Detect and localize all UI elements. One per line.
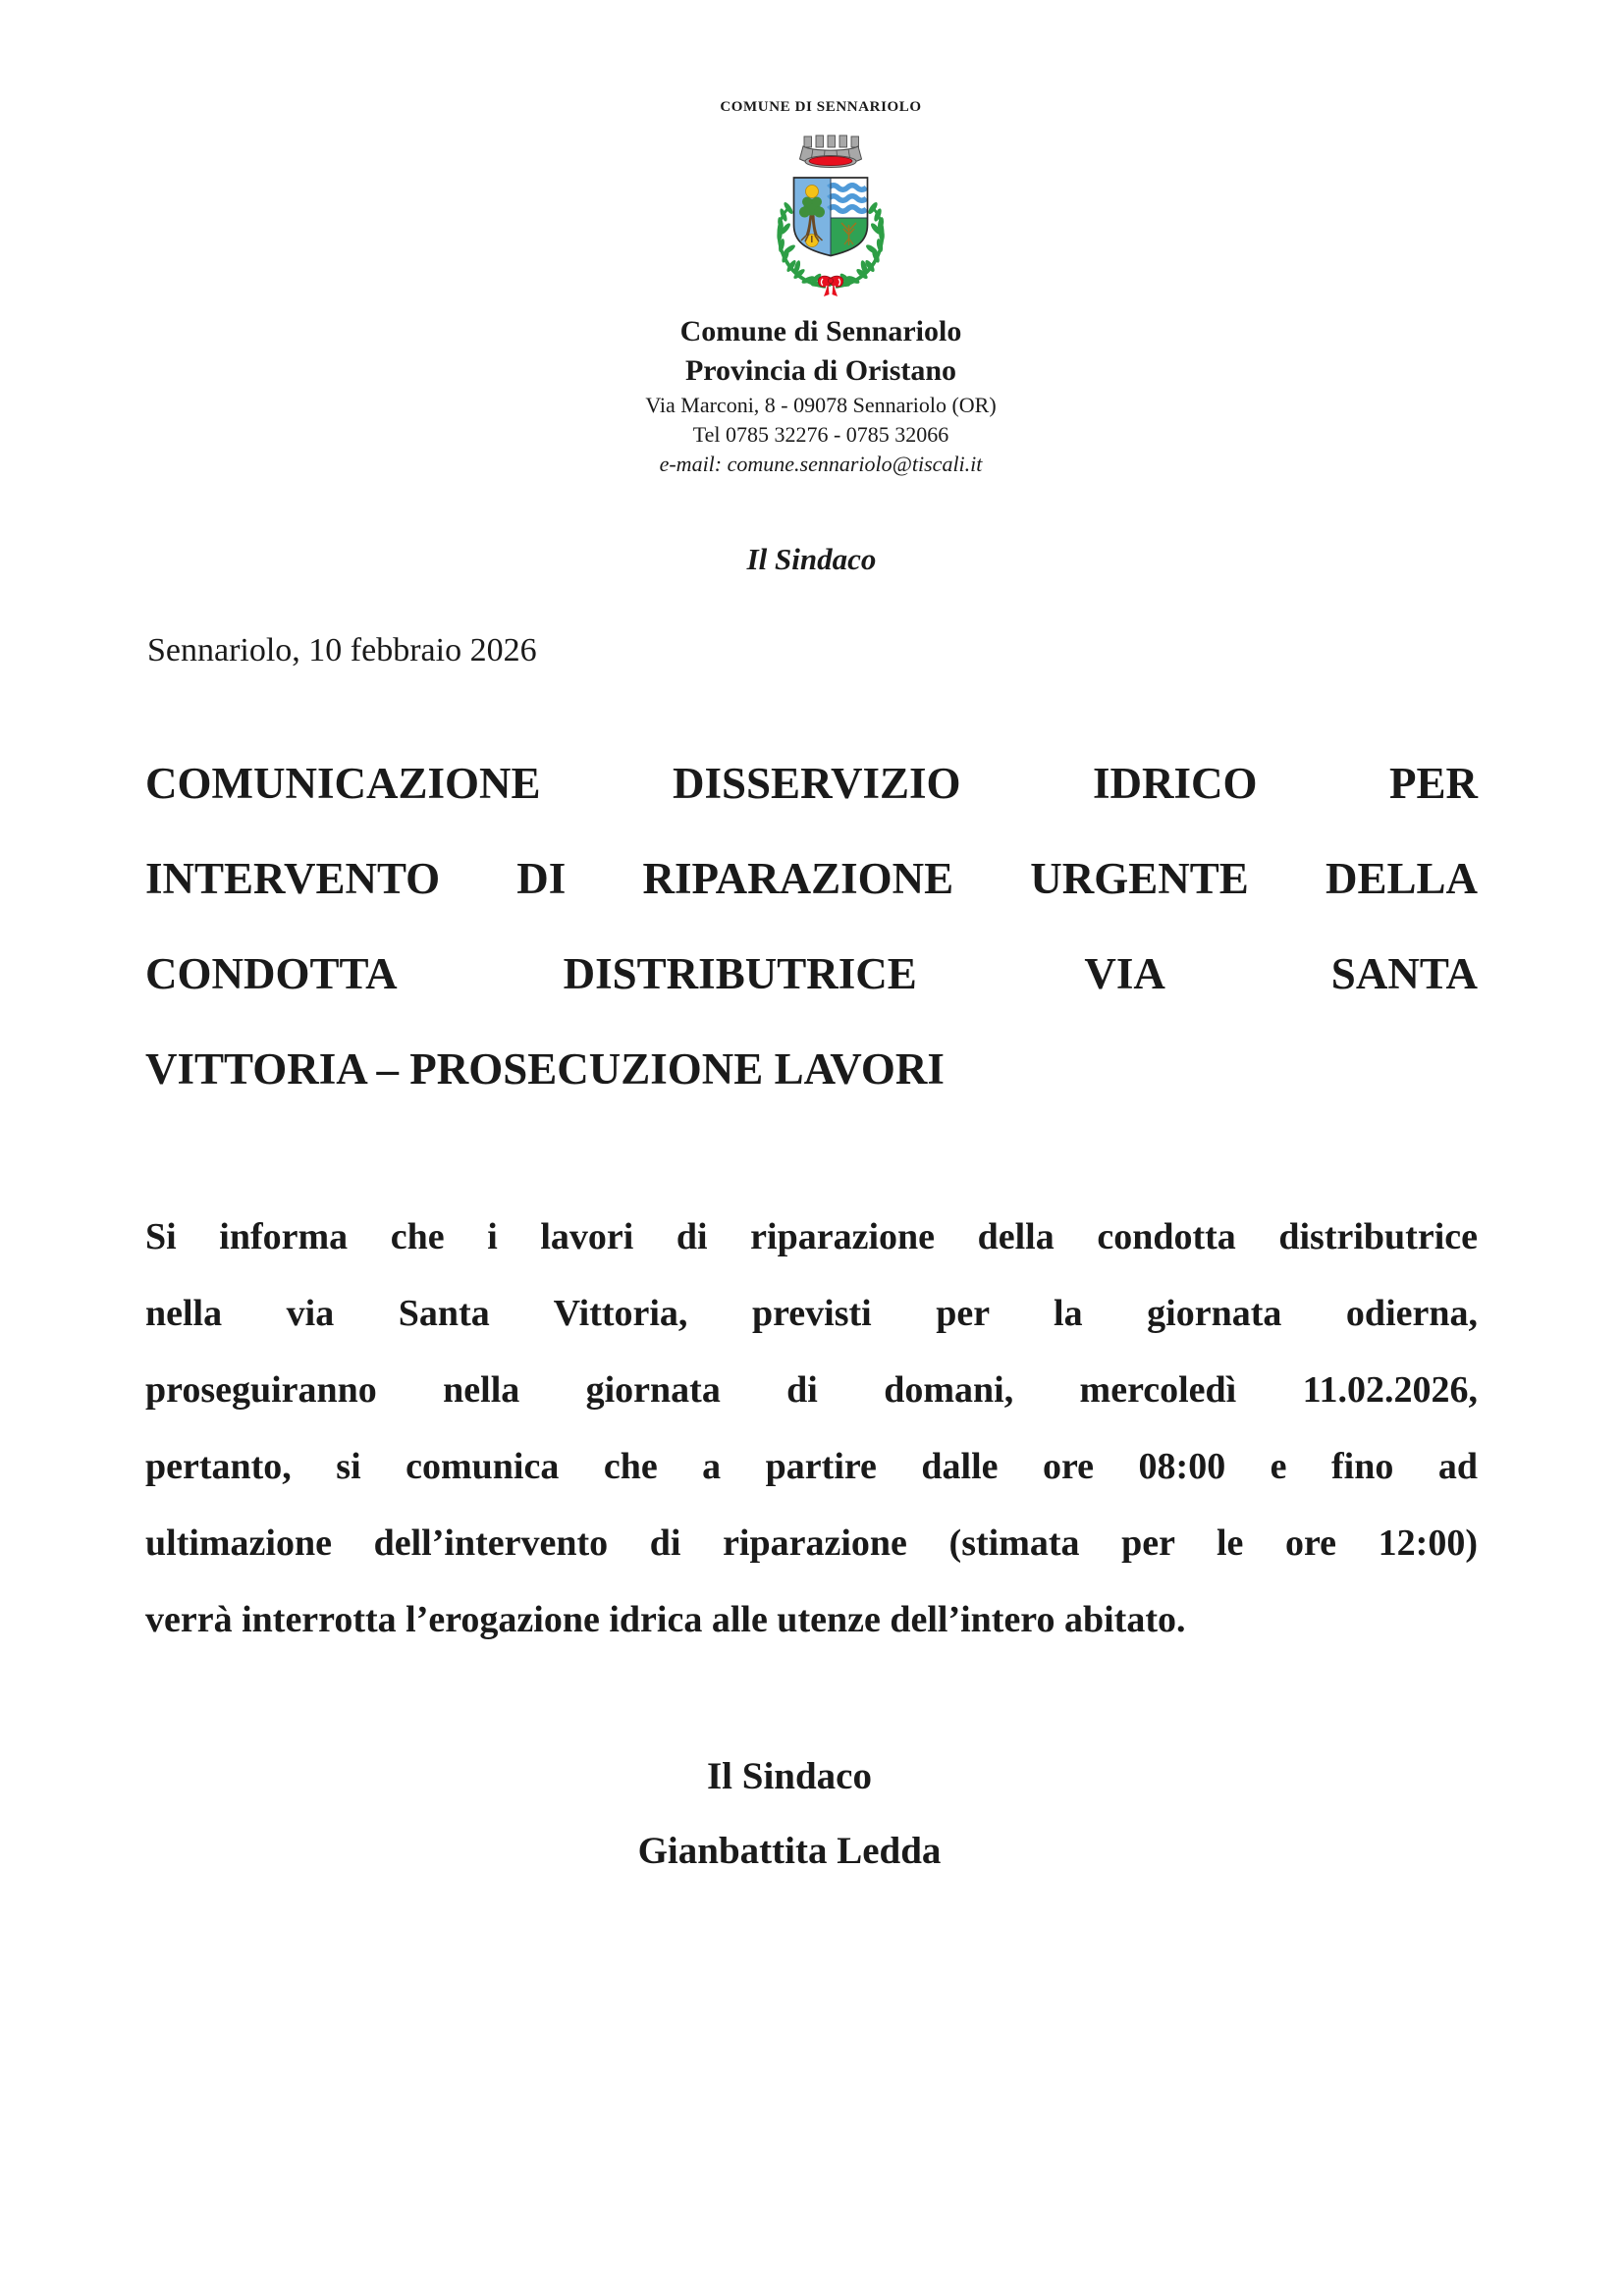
org-phone: Tel 0785 32276 - 0785 32066 xyxy=(692,422,949,447)
org-name: Comune di Sennariolo xyxy=(679,315,962,347)
org-email: e-mail: comune.sennariolo@tiscali.it xyxy=(659,452,983,476)
notice-title xyxy=(145,736,1478,1117)
title-line: COMUNICAZIONE DISSERVIZIO IDRICO PER xyxy=(145,759,1478,808)
mural-crown-icon xyxy=(799,135,861,168)
body-line: pertanto, si comunica che a partire dalle ore 08:00 e fino ad xyxy=(145,1446,1478,1487)
coat-of-arms-icon xyxy=(762,131,899,299)
body-line: Si informa che i lavori di riparazione della condotta distributrice xyxy=(145,1216,1478,1257)
org-address: Via Marconi, 8 - 09078 Sennariolo (OR) xyxy=(645,393,997,417)
office-title: Il Sindaco xyxy=(746,542,877,576)
title-line: CONDOTTA DISTRIBUTRICE VIA SANTA xyxy=(145,949,1478,998)
municipal-coat-of-arms xyxy=(762,131,899,299)
title-line: VITTORIA – PROSECUZIONE LAVORI xyxy=(145,1044,945,1094)
body-line: verrà interrotta l’erogazione idrica alle utenze dell’intero abitato. xyxy=(145,1599,1186,1640)
crest-caption: COMUNE DI SENNARIOLO xyxy=(720,99,922,115)
body-line: nella via Santa Vittoria, previsti per la giornata odierna, xyxy=(145,1293,1478,1334)
dateline: Sennariolo, 10 febbraio 2026 xyxy=(147,632,537,668)
signature-name: Gianbattita Ledda xyxy=(637,1830,942,1872)
body-line: ultimazione dell’intervento di riparazione (stimata per le ore 12:00) xyxy=(145,1522,1478,1564)
notice-body xyxy=(145,1199,1478,1658)
shield-icon xyxy=(793,178,868,258)
body-line: proseguiranno nella giornata di domani, mercoledì 11.02.2026, xyxy=(145,1369,1478,1411)
signature-role: Il Sindaco xyxy=(707,1755,872,1797)
org-province: Provincia di Oristano xyxy=(684,354,957,387)
title-line: INTERVENTO DI RIPARAZIONE URGENTE DELLA xyxy=(145,854,1478,903)
letterhead xyxy=(19,312,1623,479)
